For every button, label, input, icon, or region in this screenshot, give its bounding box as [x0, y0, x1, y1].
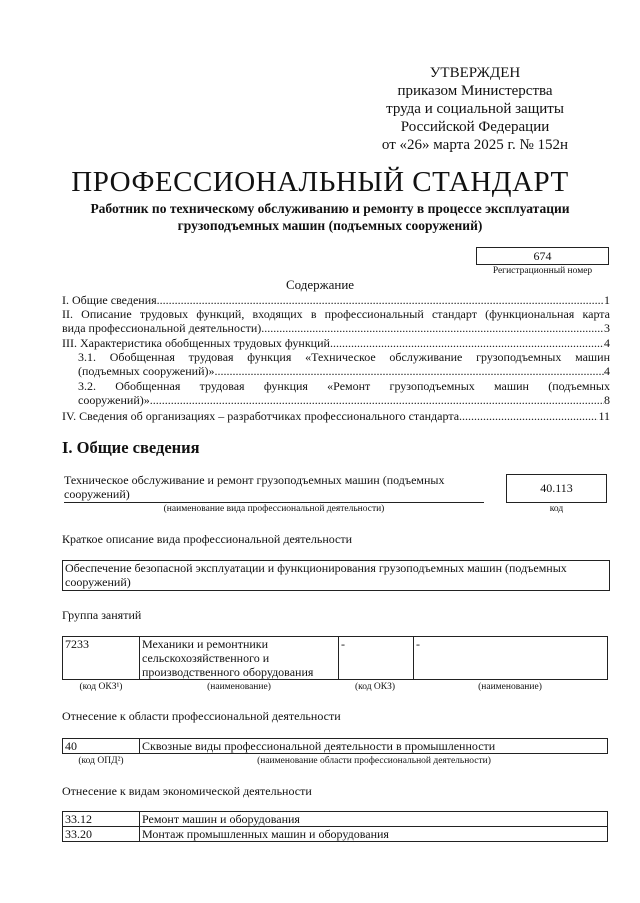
code-caption: код [549, 504, 564, 514]
table-row [63, 812, 608, 827]
table-row [63, 739, 608, 754]
opd-code: 40 [63, 739, 140, 754]
registration-caption: Регистрационный номер [492, 266, 593, 276]
approval-line: от «26» марта 2025 г. № 152н [381, 137, 569, 153]
toc-item-line[interactable]: 3.1. Обобщенная трудовая функция «Техническое обслуживание грузоподъемных машин [78, 350, 610, 364]
activity-code: 40.113 [506, 474, 607, 503]
toc-item-line[interactable]: II. Описание трудовых функций, входящих в профессиональный стандарт (функциональная карта [62, 307, 610, 321]
approval-block [330, 64, 620, 154]
okz-name-2: - [414, 637, 608, 680]
economic-activity-label: Отнесение к видам экономической деятельности [62, 784, 312, 798]
table-caption: (наименование) [207, 682, 271, 692]
table-row [63, 637, 608, 680]
approval-line: УТВЕРЖДЕН [429, 65, 521, 81]
brief-description-box: Обеспечение безопасной эксплуатации и функционирования грузоподъемных машин (подъемных сооружений) [62, 560, 610, 591]
activity-name: Техническое обслуживание и ремонт грузоподъемных машин (подъемных сооружений) [64, 473, 484, 503]
table-caption: (наименование области профессиональной деятельности) [257, 756, 491, 766]
table-caption: (код ОПД²) [78, 756, 124, 766]
table-caption: (наименование) [478, 682, 542, 692]
toc-item[interactable]: (подъемных сооружений)» ..... 4 [78, 364, 610, 378]
approval-line: приказом Министерства [397, 83, 553, 99]
document-subtitle: Работник по техническому обслуживанию и ремонту в процессе эксплуатации грузоподъемных машин (подъемных сооружений) [90, 201, 570, 233]
registration-number: 674 [476, 247, 609, 265]
table-caption: (код ОКЗ¹) [79, 682, 123, 692]
economic-activity-table [62, 811, 608, 842]
occupation-group-table [62, 636, 608, 680]
professional-area-table [62, 738, 608, 754]
brief-description-label: Краткое описание вида профессиональной деятельности [62, 532, 353, 546]
opd-name: Сквозные виды профессиональной деятельности в промышленности [140, 739, 608, 754]
approval-line: Российской Федерации [400, 119, 550, 135]
okz-code: 7233 [63, 637, 140, 680]
document-title: ПРОФЕССИОНАЛЬНЫЙ СТАНДАРТ [71, 166, 569, 198]
okved-name: Ремонт машин и оборудования [140, 812, 608, 827]
toc-item[interactable]: сооружений)» ..... 8 [78, 393, 610, 407]
toc-item-line[interactable]: 3.2. Обобщенная трудовая функция «Ремонт грузоподъемных машин (подъемных [78, 379, 610, 393]
approval-line: труда и социальной защиты [386, 101, 564, 117]
table-row [63, 827, 608, 842]
professional-area-label: Отнесение к области профессиональной деятельности [62, 709, 341, 723]
contents-title: Содержание [285, 277, 355, 292]
occupation-group-label: Группа занятий [62, 608, 142, 622]
okved-name: Монтаж промышленных машин и оборудования [140, 827, 608, 842]
activity-caption: (наименование вида профессиональной деятельности) [163, 504, 385, 514]
toc-item[interactable]: вида профессиональной деятельности) ..... 3 [62, 321, 610, 335]
okved-code: 33.20 [63, 827, 140, 842]
okved-code: 33.12 [63, 812, 140, 827]
toc-item[interactable]: I. Общие сведения ..... 1 [62, 293, 610, 307]
okz-code-2: - [339, 637, 414, 680]
toc-item[interactable]: IV. Сведения об организациях – разработчиках профессионального стандарта ..... 11 [62, 409, 610, 423]
section-heading: I. Общие сведения [62, 438, 200, 457]
table-caption: (код ОКЗ) [354, 682, 396, 692]
okz-name: Механики и ремонтники сельскохозяйственного и производственного оборудования [140, 637, 339, 680]
toc-item[interactable]: III. Характеристика обобщенных трудовых функций ..... 4 [62, 336, 610, 350]
